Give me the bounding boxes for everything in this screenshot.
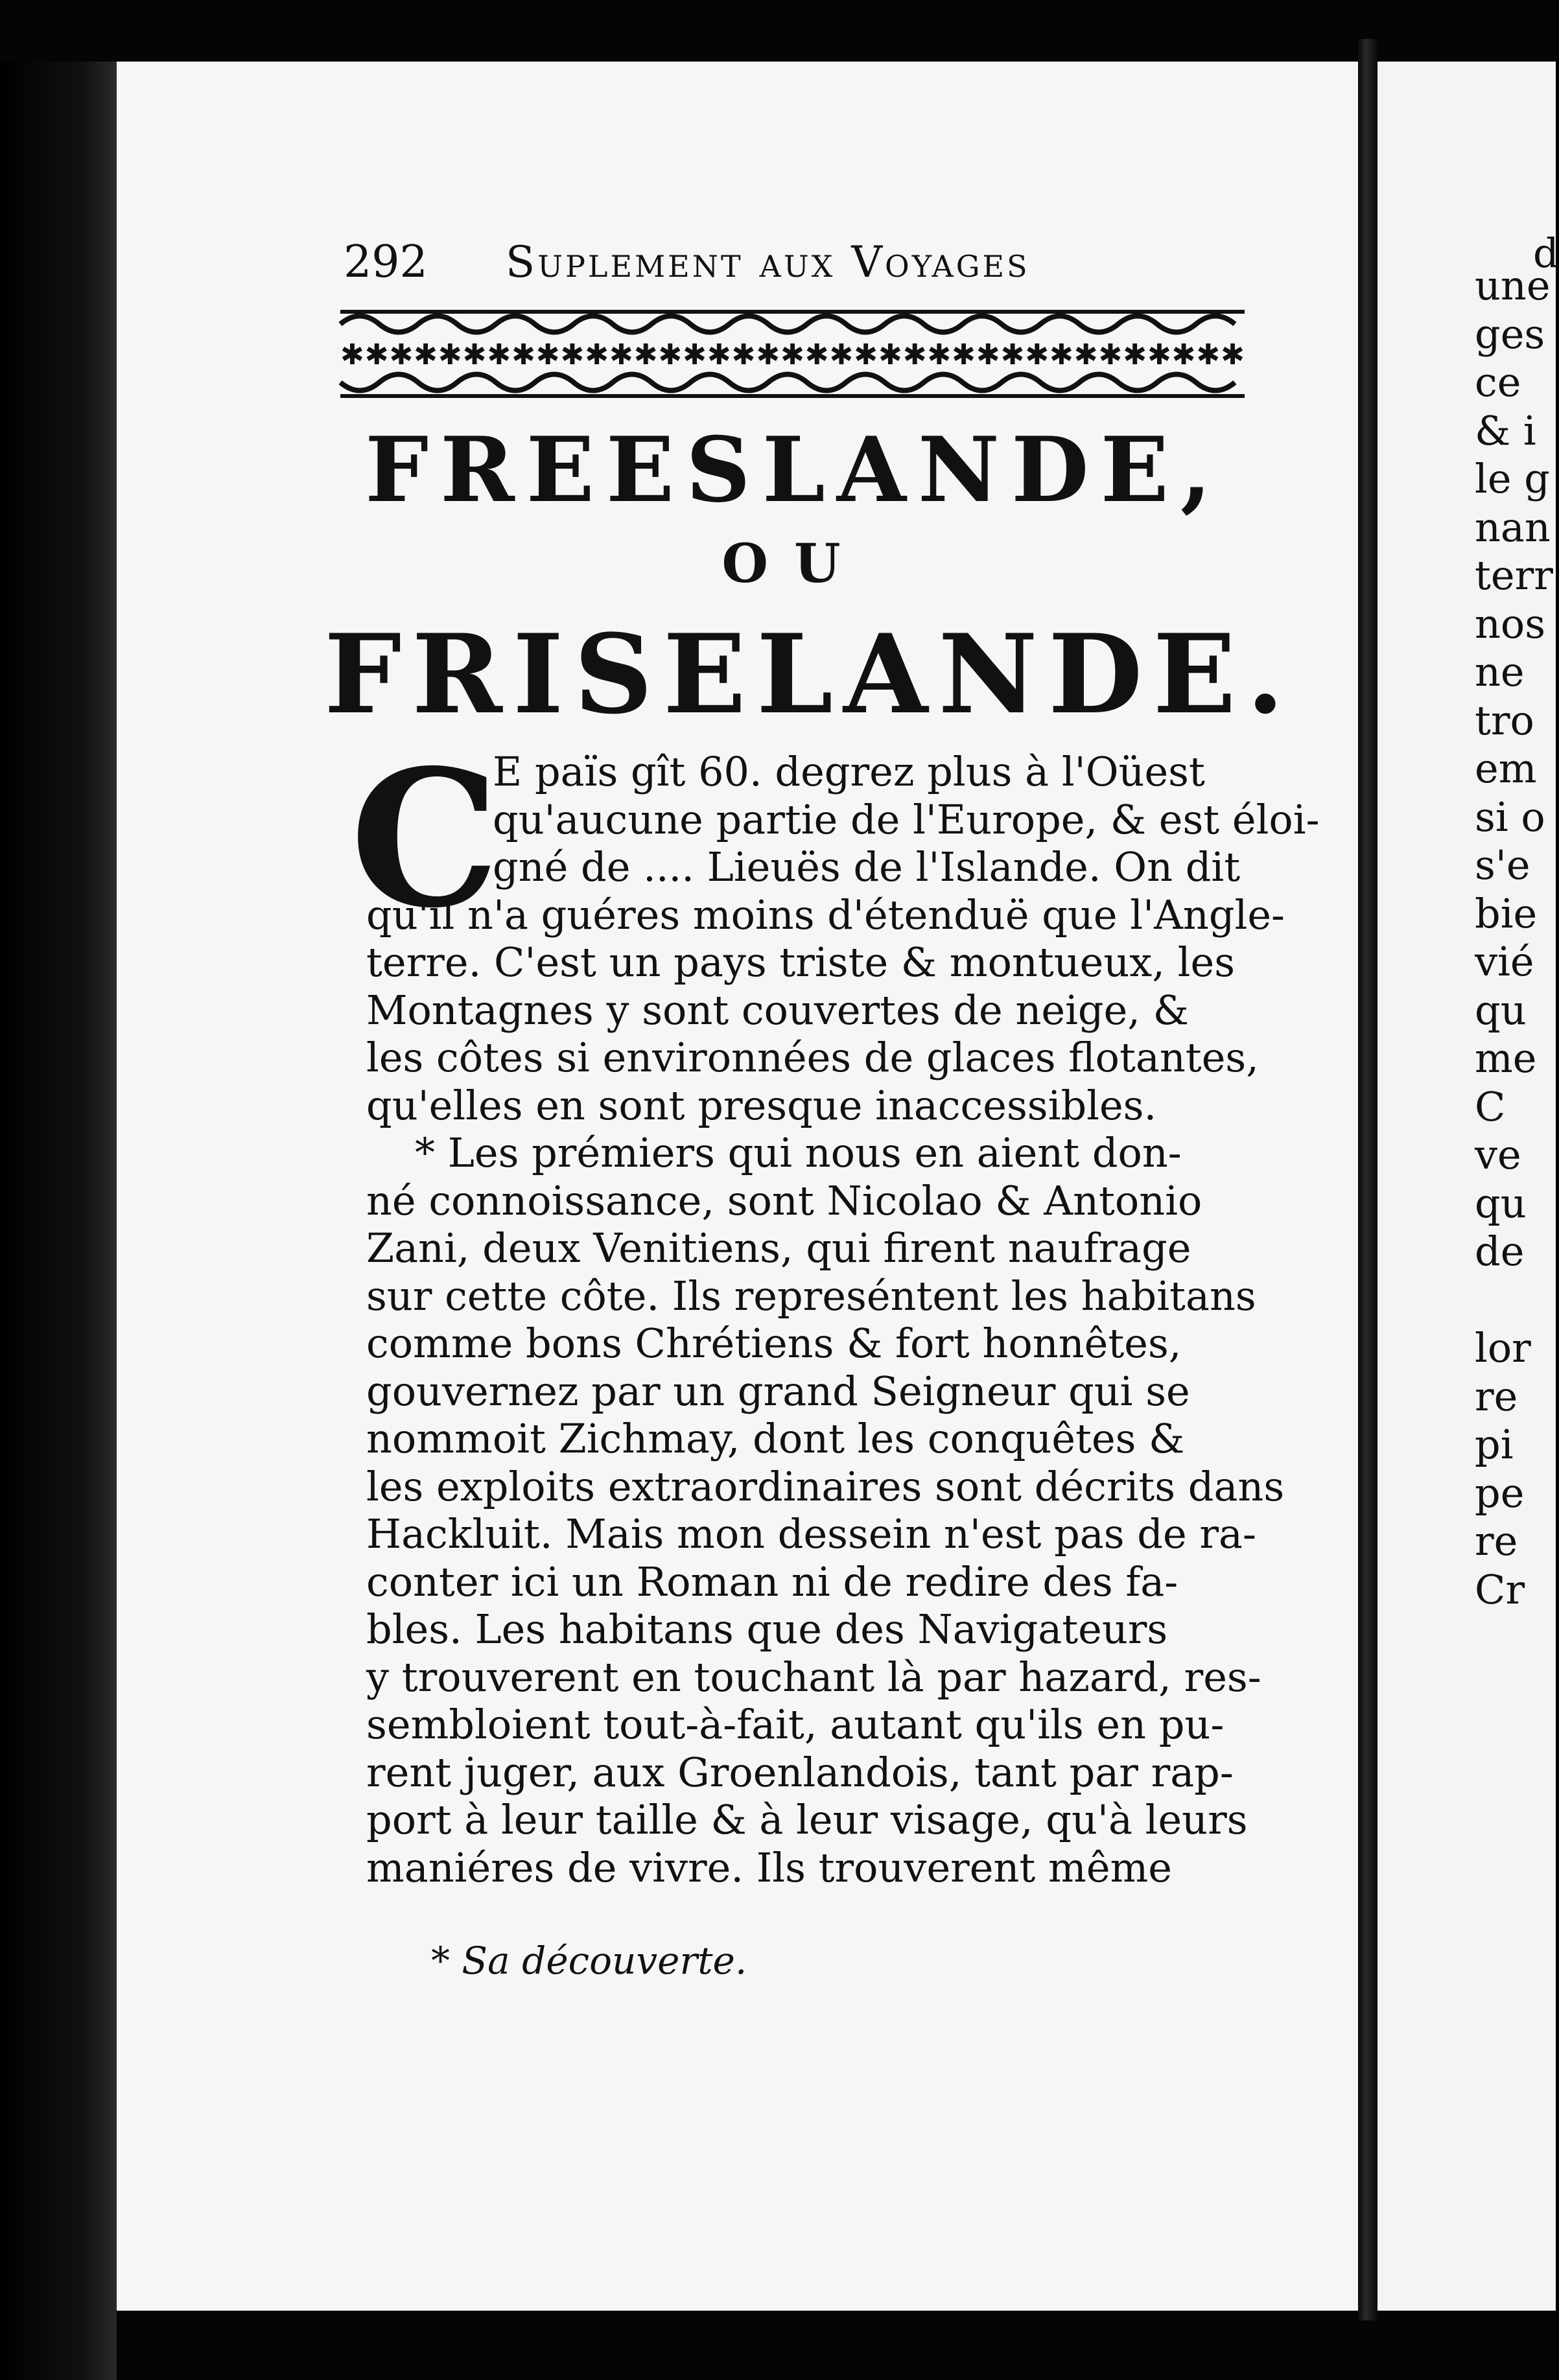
printer-ornament <box>340 305 1245 402</box>
body-line: qu'elles en sont presque inaccessibles. <box>366 1081 1157 1129</box>
next-page-fragment: de <box>1475 1228 1525 1275</box>
title-freeslande: FREESLANDE, <box>365 417 1223 522</box>
body-line: les côtes si environnées de glaces flotantes, <box>366 1034 1259 1081</box>
next-page-fragment: qu <box>1475 986 1527 1034</box>
body-line: gouvernez par un grand Seigneur qui se <box>366 1367 1190 1415</box>
body-line: conter ici un Roman ni de redire des fa- <box>366 1558 1178 1605</box>
next-page-fragment: le g <box>1475 455 1550 502</box>
scan-border-top <box>0 0 1556 62</box>
next-page-fragment: qu <box>1475 1179 1527 1227</box>
book-gutter <box>1358 39 1377 2320</box>
next-page-fragment: bie <box>1475 889 1538 937</box>
next-page-fragment: re <box>1475 1372 1518 1420</box>
next-page-fragment: pi <box>1475 1421 1514 1468</box>
next-page-fragment: ne <box>1475 648 1525 695</box>
next-page-fragment: ce <box>1475 358 1521 406</box>
next-page-fragment: une <box>1475 262 1551 309</box>
next-page-fragment: vié <box>1475 938 1534 985</box>
body-line: comme bons Chrétiens & fort honnêtes, <box>366 1320 1182 1367</box>
title-friselande: FRISELANDE. <box>324 610 1295 738</box>
running-head <box>344 233 1271 292</box>
body-line: gné de .... Lieuës de l'Islande. On dit <box>493 843 1241 891</box>
next-page-fragment: pe <box>1475 1469 1525 1517</box>
scan-border-bottom <box>117 2311 1556 2380</box>
next-page-fragment: ve <box>1475 1131 1521 1178</box>
next-page-fragment: nos <box>1475 600 1546 648</box>
body-line: port à leur taille & à leur visage, qu'à leurs <box>366 1796 1248 1843</box>
next-page-fragment: me <box>1475 1034 1537 1082</box>
body-line: qu'aucune partie de l'Europe, & est éloi- <box>493 795 1320 843</box>
body-line: y trouverent en touchant là par hazard, res- <box>366 1653 1261 1701</box>
body-line: maniéres de vivre. Ils trouverent même <box>366 1843 1172 1891</box>
next-page-fragment: s'e <box>1475 841 1530 889</box>
next-page-fragment: tro <box>1475 696 1534 744</box>
body-line: * Les prémiers qui nous en aient don- <box>415 1129 1182 1176</box>
next-page-fragment: d <box>1533 229 1559 277</box>
body-line: Montagnes y sont couvertes de neige, & <box>366 986 1189 1034</box>
next-page-fragment: si o <box>1475 793 1545 841</box>
body-line: né connoissance, sont Nicolao & Antonio <box>366 1176 1202 1224</box>
drop-cap: C <box>350 729 500 950</box>
next-page-fragment: & i <box>1475 406 1536 454</box>
body-line: nommoit Zichmay, dont les conquêtes & <box>366 1415 1185 1462</box>
running-title: Suplement aux Voyages <box>506 237 1030 287</box>
body-line: sembloient tout-à-fait, autant qu'ils en pu- <box>366 1701 1225 1748</box>
footnote: * Sa découverte. <box>431 1939 747 1983</box>
body-line: les exploits extraordinaires sont décrits dans <box>366 1462 1285 1510</box>
next-page-fragment: C <box>1475 1082 1506 1130</box>
body-line: sur cette côte. Ils represéntent les habitans <box>366 1272 1256 1320</box>
body-line: terre. C'est un pays triste & montueux, les <box>366 939 1236 986</box>
body-line: E païs gît 60. degrez plus à l'Oüest <box>493 748 1205 795</box>
next-page-fragment: terr <box>1475 552 1553 599</box>
body-line: Hackluit. Mais mon dessein n'est pas de ra- <box>366 1510 1256 1558</box>
body-line: bles. Les habitans que des Navigateurs <box>366 1605 1168 1653</box>
body-line: rent juger, aux Groenlandois, tant par rap- <box>366 1748 1234 1796</box>
next-page-edge <box>1377 62 1559 2311</box>
next-page-fragment: re <box>1475 1517 1518 1565</box>
next-page-fragment: lor <box>1475 1324 1531 1371</box>
page-number: 292 <box>344 237 428 288</box>
scan-border-left <box>0 62 117 2380</box>
title-or: OU <box>721 533 867 595</box>
body-line: qu'il n'a guéres moins d'étenduë que l'Angle- <box>366 891 1285 939</box>
next-page-fragment: nan <box>1475 503 1551 551</box>
next-page-fragment: Cr <box>1475 1565 1525 1613</box>
next-page-fragment: ges <box>1475 310 1545 358</box>
next-page-fragment: em <box>1475 745 1537 792</box>
svg-text:✱✱✱✱✱✱✱✱✱✱✱✱✱✱✱✱✱✱✱✱✱✱✱✱✱✱✱✱✱✱: ✱✱✱✱✱✱✱✱✱✱✱✱✱✱✱✱✱✱✱✱✱✱✱✱✱✱✱✱✱✱✱✱✱✱✱✱✱ <box>340 338 1245 371</box>
body-line: Zani, deux Venitiens, qui firent naufrage <box>366 1224 1191 1272</box>
